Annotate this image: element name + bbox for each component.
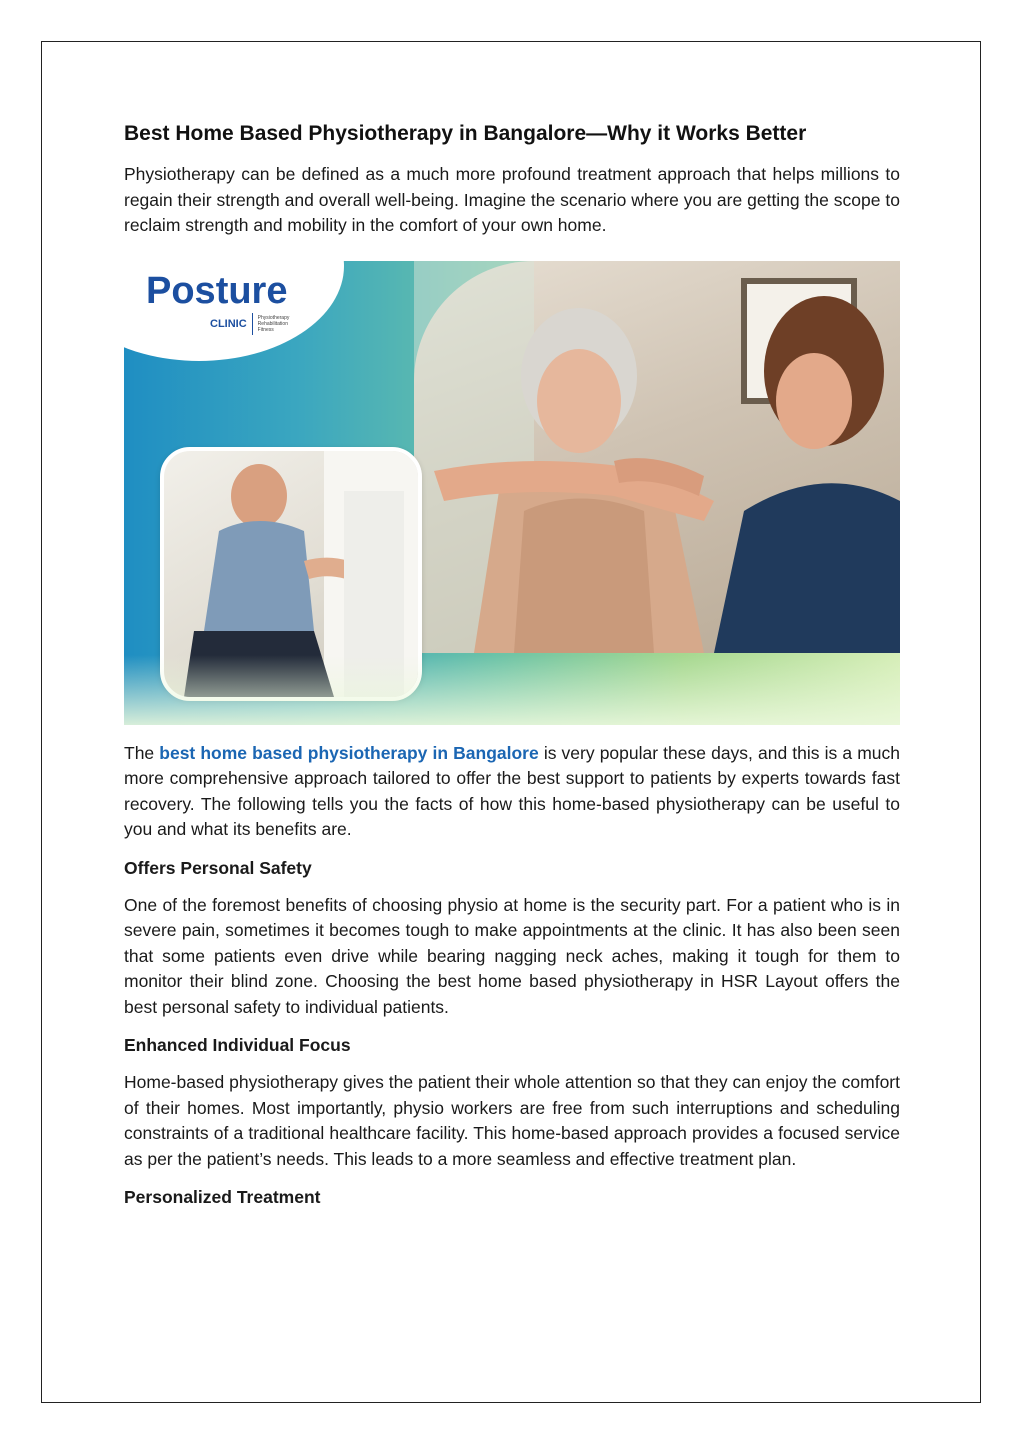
heading-individual-focus: Enhanced Individual Focus <box>124 1035 351 1055</box>
intro-paragraph: Physiotherapy can be defined as a much more profound treatment approach that helps millions to regain their strength and overall well-being. Imagine the scenario where you are getting the scope to reclaim strength and mobility in the comfort of your own home. <box>124 164 900 235</box>
logo-tag-fitness: Fitness <box>257 326 274 333</box>
logo-divider <box>252 313 253 335</box>
therapy-session-illustration <box>414 261 900 653</box>
logo-subline <box>210 313 289 335</box>
paragraph-individual-focus: Home-based physiotherapy gives the patient their whole attention so that they can enjoy the comfort of their homes. Most importantly, physio workers are free from such interruptions and scheduling constraints of a traditional healthcare facility. This home-based approach provides a focused service as per the patient’s needs. This leads to a more seamless and effective treatment plan. <box>124 1072 900 1169</box>
article <box>124 120 900 1222</box>
posture-clinic-logo <box>146 271 289 335</box>
overview-text-end: is very popular these days, and this is a much more comprehensive approach tailored to offer the best support to patients by experts towards fast recovery. The following tells you the facts of how this home-based physiotherapy can be useful to you and what its benefits are. <box>124 742 900 839</box>
overview-text-start: The <box>124 742 160 763</box>
logo-clinic-text: CLINIC <box>210 317 247 330</box>
logo-tag-rehabilitation: Rehabilitation <box>257 320 288 327</box>
paragraph-personal-safety: One of the foremost benefits of choosing physio at home is the security part. For a patient who is in severe pain, sometimes it becomes tough to make appointments at the clinic. It has also been seen that some patients even drive while bearing nagging neck aches, making it tough for them to monitor their blind zone. Choosing the best home based physiotherapy in HSR Layout offers the best personal safety to individual patients. <box>124 894 900 1017</box>
hero-image <box>124 261 900 725</box>
hero-bottom-fade <box>124 655 900 725</box>
logo-badge <box>124 261 344 361</box>
heading-personal-safety: Offers Personal Safety <box>124 857 312 878</box>
article-title: Best Home Based Physiotherapy in Bangalore—Why it Works Better <box>124 122 807 145</box>
best-home-physio-link[interactable]: best home based physiotherapy in Bangalore <box>159 742 539 763</box>
overview-paragraph <box>124 741 900 843</box>
logo-tagline <box>258 315 290 333</box>
heading-personalized-treatment: Personalized Treatment <box>124 1187 321 1207</box>
logo-tag-physiotherapy: Physiotherapy <box>257 314 290 321</box>
hero-photo <box>414 261 900 653</box>
logo-wordmark: Posture <box>146 269 288 312</box>
